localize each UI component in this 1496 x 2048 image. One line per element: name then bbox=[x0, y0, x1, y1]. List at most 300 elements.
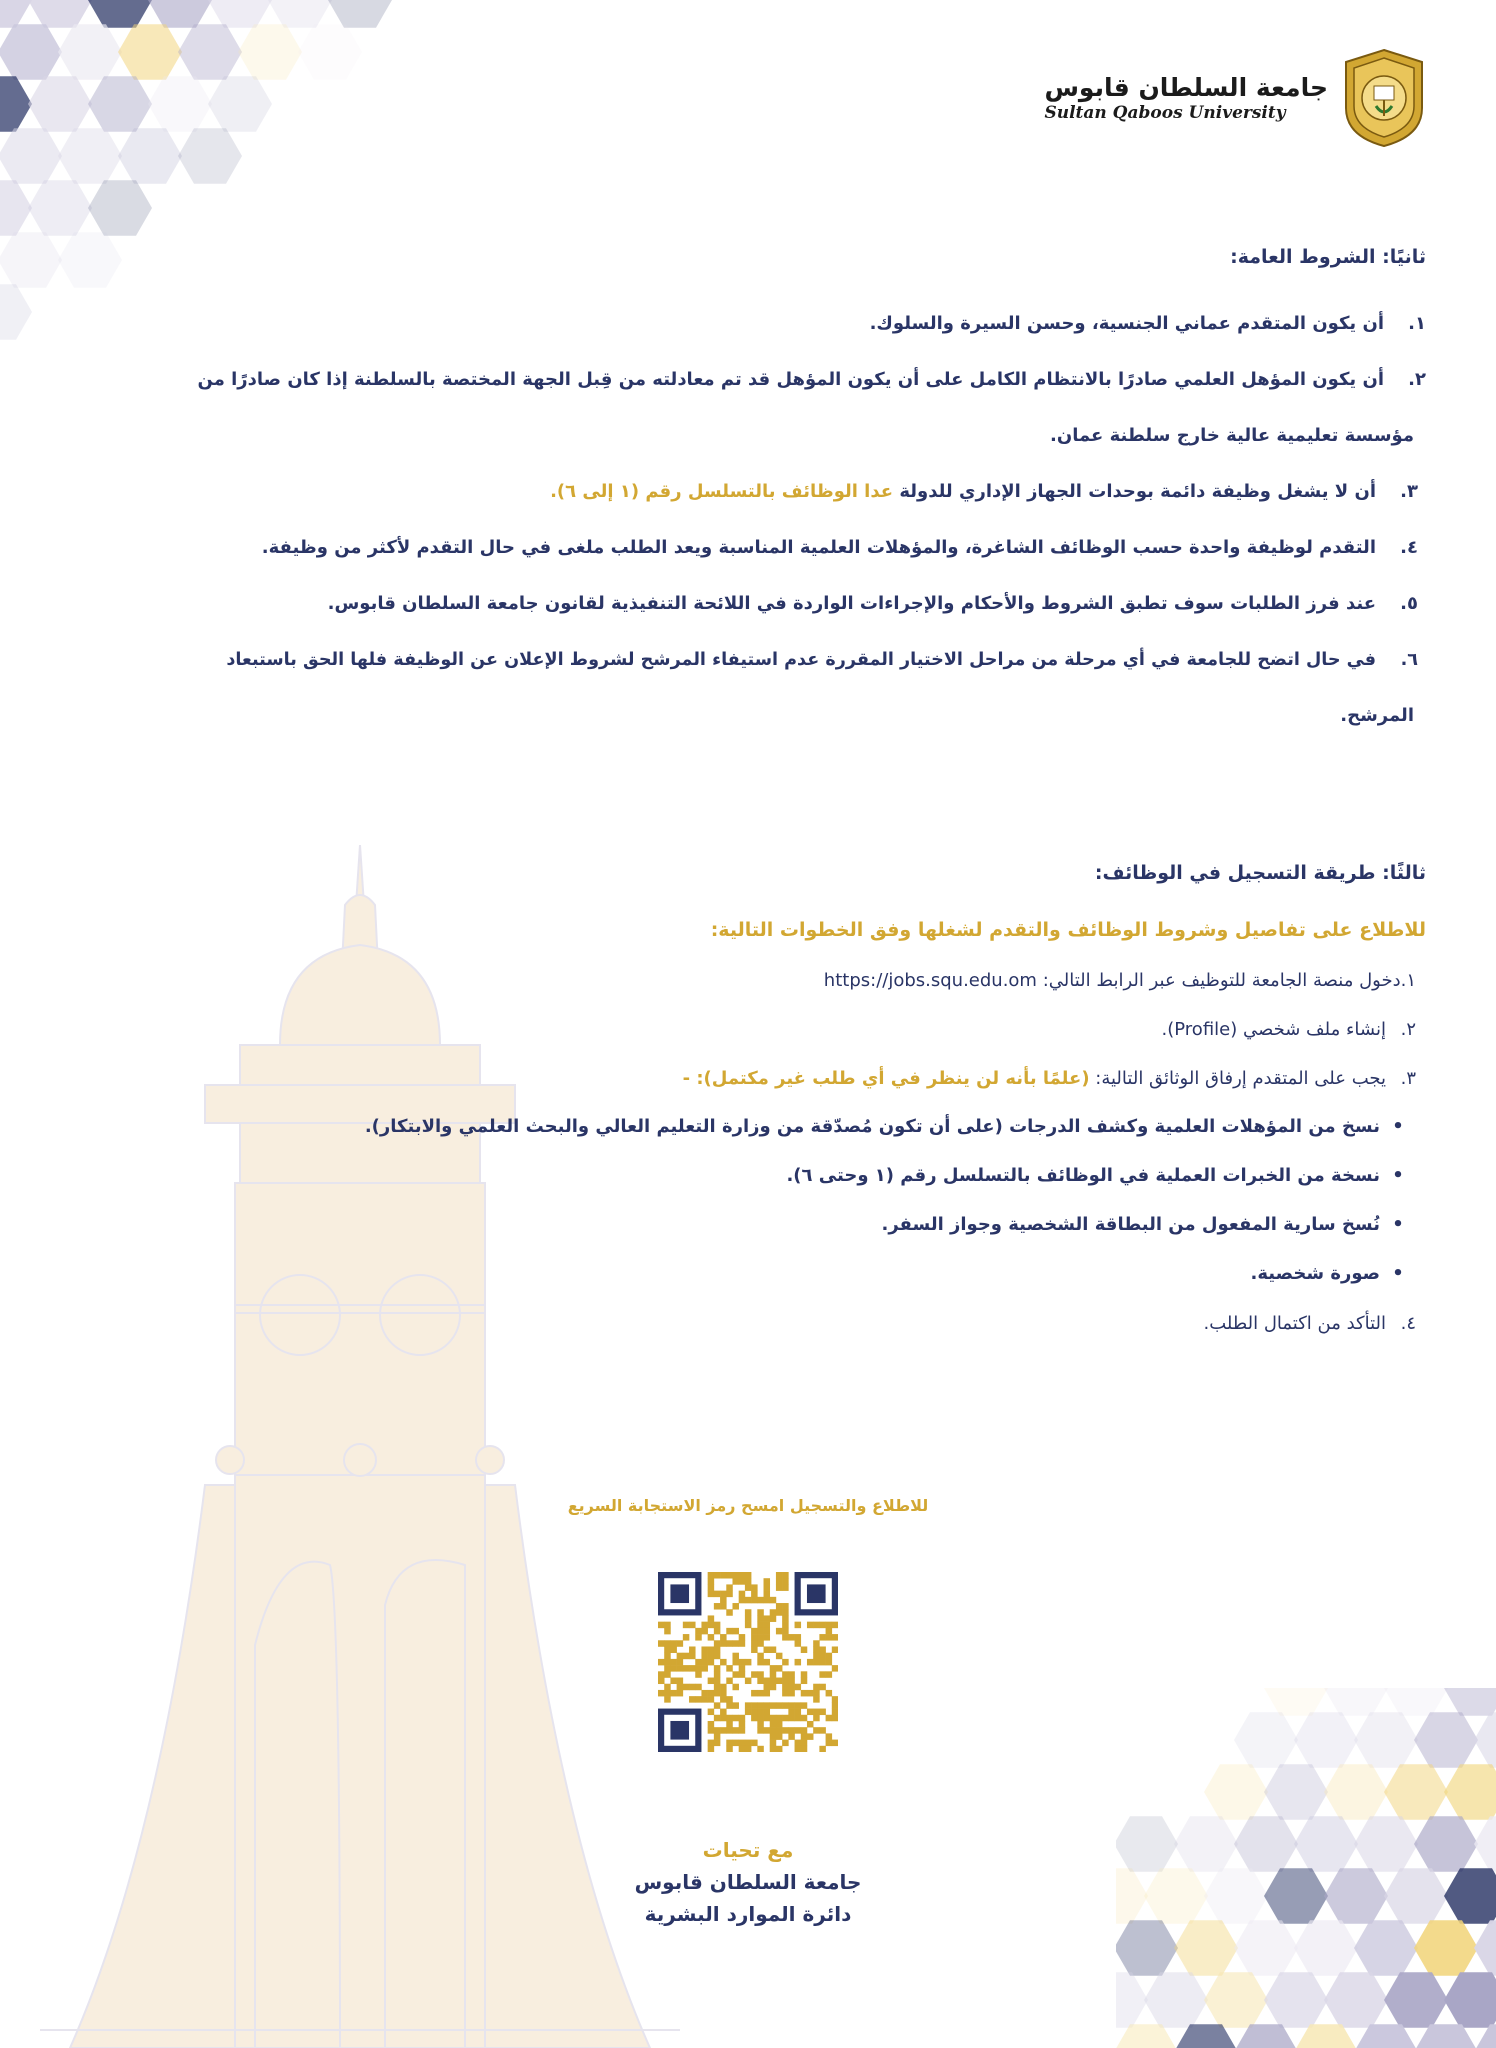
qr-module bbox=[757, 1702, 764, 1709]
qr-module bbox=[708, 1690, 715, 1697]
qr-module bbox=[695, 1659, 702, 1666]
document-item-4: •صورة شخصية. bbox=[1250, 1263, 1404, 1284]
qr-module bbox=[701, 1696, 708, 1703]
document-item-3: •نُسخ سارية المفعول من البطاقة الشخصية وجواز السفر. bbox=[881, 1214, 1404, 1235]
qr-module bbox=[708, 1634, 715, 1641]
qr-module bbox=[745, 1709, 752, 1716]
qr-module bbox=[658, 1678, 665, 1685]
hex-tile bbox=[1264, 1688, 1328, 1716]
condition-item-6-cont: المرشح. bbox=[1340, 705, 1414, 726]
hex-tile bbox=[1354, 1920, 1418, 1975]
qr-module bbox=[745, 1584, 752, 1591]
qr-module bbox=[739, 1597, 746, 1604]
qr-module bbox=[683, 1634, 690, 1641]
qr-module bbox=[776, 1584, 783, 1591]
hex-tile bbox=[268, 0, 332, 28]
qr-module bbox=[776, 1702, 783, 1709]
qr-module bbox=[708, 1740, 715, 1747]
qr-module bbox=[795, 1622, 802, 1629]
qr-module bbox=[658, 1659, 665, 1666]
qr-module bbox=[813, 1690, 820, 1697]
qr-module bbox=[689, 1646, 696, 1653]
qr-module bbox=[726, 1702, 733, 1709]
qr-module bbox=[751, 1591, 758, 1598]
qr-module bbox=[720, 1591, 727, 1598]
qr-module bbox=[782, 1684, 789, 1691]
qr-module bbox=[751, 1646, 758, 1653]
qr-module bbox=[732, 1572, 739, 1579]
qr-module bbox=[664, 1671, 671, 1678]
qr-module bbox=[795, 1640, 802, 1647]
qr-module bbox=[726, 1721, 733, 1728]
qr-module bbox=[739, 1572, 746, 1579]
hex-tile bbox=[118, 128, 182, 183]
qr-module bbox=[714, 1665, 721, 1672]
qr-module bbox=[739, 1665, 746, 1672]
qr-module bbox=[782, 1603, 789, 1610]
qr-module bbox=[714, 1684, 721, 1691]
qr-module bbox=[819, 1671, 826, 1678]
qr-finder bbox=[670, 1721, 689, 1740]
qr-module bbox=[757, 1690, 764, 1697]
qr-module bbox=[670, 1640, 677, 1647]
qr-module bbox=[801, 1715, 808, 1722]
qr-module bbox=[826, 1634, 833, 1641]
signoff-org: جامعة السلطان قابوس bbox=[634, 1870, 862, 1894]
qr-module bbox=[757, 1721, 764, 1728]
qr-module bbox=[764, 1597, 771, 1604]
condition-item-2: ٢.أن يكون المؤهل العلمي صادرًا بالانتظام الكامل على أن يكون المؤهل قد تم معادلته من قِبل الجهة المختصة بالسلطنة إذا كان صادرًا من bbox=[197, 369, 1426, 390]
qr-module bbox=[751, 1671, 758, 1678]
qr-module bbox=[770, 1609, 777, 1616]
qr-label: للاطلاع والتسجيل امسح رمز الاستجابة السريع bbox=[567, 1496, 929, 1515]
qr-module bbox=[782, 1572, 789, 1579]
hex-tile bbox=[0, 128, 62, 183]
qr-module bbox=[832, 1622, 838, 1629]
qr-module bbox=[726, 1665, 733, 1672]
qr-module bbox=[695, 1684, 702, 1691]
qr-module bbox=[708, 1727, 715, 1734]
qr-module bbox=[795, 1659, 802, 1666]
qr-module bbox=[720, 1727, 727, 1734]
qr-module bbox=[683, 1622, 690, 1629]
qr-module bbox=[764, 1634, 771, 1641]
qr-module bbox=[757, 1634, 764, 1641]
qr-module bbox=[801, 1746, 808, 1752]
qr-module bbox=[757, 1709, 764, 1716]
qr-module bbox=[739, 1715, 746, 1722]
qr-module bbox=[708, 1678, 715, 1685]
hex-tile bbox=[58, 24, 122, 79]
hex-tile bbox=[1324, 1972, 1388, 2027]
qr-module bbox=[677, 1640, 684, 1647]
qr-module bbox=[689, 1622, 696, 1629]
qr-module bbox=[776, 1715, 783, 1722]
qr-module bbox=[751, 1597, 758, 1604]
hex-tile bbox=[328, 0, 392, 28]
qr-module bbox=[813, 1622, 820, 1629]
hex-tile bbox=[1144, 1972, 1208, 2027]
qr-module bbox=[770, 1671, 777, 1678]
qr-module bbox=[819, 1653, 826, 1660]
qr-module bbox=[788, 1709, 795, 1716]
qr-module bbox=[764, 1678, 771, 1685]
qr-module bbox=[782, 1671, 789, 1678]
qr-module bbox=[826, 1740, 833, 1747]
qr-module bbox=[788, 1727, 795, 1734]
qr-module bbox=[788, 1634, 795, 1641]
qr-module bbox=[720, 1709, 727, 1716]
qr-module bbox=[782, 1702, 789, 1709]
qr-module bbox=[708, 1746, 715, 1752]
qr-module bbox=[770, 1715, 777, 1722]
qr-module bbox=[782, 1740, 789, 1747]
qr-module bbox=[782, 1578, 789, 1585]
qr-code-icon[interactable] bbox=[658, 1572, 838, 1752]
hex-tile bbox=[1174, 2024, 1238, 2048]
hex-tile bbox=[88, 0, 152, 28]
qr-module bbox=[732, 1578, 739, 1585]
qr-module bbox=[701, 1653, 708, 1660]
qr-module bbox=[832, 1665, 838, 1672]
qr-module bbox=[732, 1659, 739, 1666]
university-name-ar: جامعة السلطان قابوس bbox=[1044, 73, 1328, 102]
qr-module bbox=[751, 1584, 758, 1591]
condition-item-1: ١.أن يكون المتقدم عماني الجنسية، وحسن السيرة والسلوك. bbox=[869, 313, 1426, 334]
qr-module bbox=[677, 1653, 684, 1660]
signoff-dept: دائرة الموارد البشرية bbox=[644, 1902, 852, 1926]
qr-module bbox=[739, 1671, 746, 1678]
qr-module bbox=[745, 1659, 752, 1666]
registration-step-3: ٣.يجب على المتقدم إرفاق الوثائق التالية: (علمًا بأنه لن ينظر في أي طلب غير مكتمل): - bbox=[682, 1068, 1416, 1089]
qr-module bbox=[813, 1709, 820, 1716]
qr-module bbox=[720, 1634, 727, 1641]
document-item-1: •نسخ من المؤهلات العلمية وكشف الدرجات (على أن تكون مُصدّقة من وزارة التعليم العالي والبحث العلمي والابتكار). bbox=[364, 1116, 1404, 1137]
qr-module bbox=[714, 1740, 721, 1747]
qr-module bbox=[677, 1678, 684, 1685]
hex-pattern-top-left bbox=[0, 0, 400, 340]
qr-module bbox=[658, 1640, 665, 1647]
qr-module bbox=[701, 1622, 708, 1629]
hex-tile bbox=[1204, 1972, 1268, 2027]
hex-tile bbox=[88, 180, 152, 235]
qr-module bbox=[788, 1733, 795, 1740]
qr-module bbox=[664, 1659, 671, 1666]
qr-module bbox=[813, 1684, 820, 1691]
qr-module bbox=[757, 1671, 764, 1678]
qr-module bbox=[776, 1733, 783, 1740]
condition-item-3-highlight: عدا الوظائف بالتسلسل رقم (١ إلى ٦). bbox=[550, 481, 894, 502]
qr-module bbox=[764, 1615, 771, 1622]
qr-module bbox=[714, 1690, 721, 1697]
qr-module bbox=[757, 1653, 764, 1660]
hex-tile bbox=[1474, 1920, 1496, 1975]
condition-item-6: ٦.في حال اتضح للجامعة في أي مرحلة من مراحل الاختيار المقررة عدم استيفاء المرشح لشروط الإعلان عن الوظيفة فلها الحق باستبعاد bbox=[226, 650, 1418, 670]
qr-module bbox=[708, 1615, 715, 1622]
qr-module bbox=[813, 1646, 820, 1653]
signoff-greeting: مع تحيات bbox=[702, 1838, 794, 1862]
jobs-portal-link[interactable]: https://jobs.squ.edu.om bbox=[823, 970, 1037, 991]
qr-module bbox=[819, 1684, 826, 1691]
qr-module bbox=[764, 1684, 771, 1691]
qr-module bbox=[739, 1640, 746, 1647]
hex-tile bbox=[0, 76, 32, 131]
qr-module bbox=[732, 1715, 739, 1722]
qr-module bbox=[757, 1615, 764, 1622]
qr-module bbox=[708, 1622, 715, 1629]
qr-module bbox=[739, 1727, 746, 1734]
hex-tile bbox=[1234, 2024, 1298, 2048]
qr-module bbox=[826, 1715, 833, 1722]
qr-module bbox=[807, 1733, 814, 1740]
qr-module bbox=[795, 1740, 802, 1747]
hex-tile bbox=[1116, 1920, 1178, 1975]
qr-module bbox=[708, 1659, 715, 1666]
qr-module bbox=[751, 1690, 758, 1697]
hex-tile bbox=[1324, 1764, 1388, 1819]
hex-tile bbox=[238, 24, 302, 79]
qr-module bbox=[764, 1591, 771, 1598]
qr-module bbox=[801, 1646, 808, 1653]
qr-module bbox=[714, 1646, 721, 1653]
qr-module bbox=[801, 1733, 808, 1740]
hex-tile bbox=[1414, 1712, 1478, 1767]
qr-module bbox=[832, 1709, 838, 1716]
qr-module bbox=[819, 1634, 826, 1641]
qr-module bbox=[732, 1603, 739, 1610]
qr-module bbox=[776, 1721, 783, 1728]
qr-module bbox=[695, 1628, 702, 1635]
qr-module bbox=[776, 1746, 783, 1752]
hex-tile bbox=[0, 180, 32, 235]
hex-tile bbox=[28, 0, 92, 28]
hex-tile bbox=[148, 0, 212, 28]
qr-module bbox=[745, 1746, 752, 1752]
qr-module bbox=[708, 1578, 715, 1585]
condition-item-2-cont: مؤسسة تعليمية عالية خارج سلطنة عمان. bbox=[1050, 425, 1414, 446]
qr-module bbox=[832, 1715, 838, 1722]
qr-module bbox=[732, 1640, 739, 1647]
qr-module bbox=[782, 1615, 789, 1622]
qr-module bbox=[770, 1702, 777, 1709]
qr-module bbox=[801, 1690, 808, 1697]
hex-tile bbox=[148, 76, 212, 131]
qr-module bbox=[764, 1709, 771, 1716]
qr-module bbox=[751, 1640, 758, 1647]
condition-item-4: ٤.التقدم لوظيفة واحدة حسب الوظائف الشاغرة، والمؤهلات العلمية المناسبة ويعد الطلب ملغى في حال التقدم لأكثر من وظيفة. bbox=[261, 537, 1418, 558]
qr-module bbox=[819, 1659, 826, 1666]
qr-module bbox=[813, 1727, 820, 1734]
qr-module bbox=[819, 1622, 826, 1629]
qr-module bbox=[726, 1591, 733, 1598]
hex-tile bbox=[1234, 1712, 1298, 1767]
qr-module bbox=[701, 1646, 708, 1653]
qr-module bbox=[757, 1715, 764, 1722]
registration-step-1: ١.دخول منصة الجامعة للتوظيف عبر الرابط التالي: https://jobs.squ.edu.om bbox=[823, 970, 1416, 991]
qr-module bbox=[732, 1684, 739, 1691]
qr-module bbox=[826, 1653, 833, 1660]
hex-tile bbox=[0, 24, 62, 79]
hex-tile bbox=[178, 24, 242, 79]
hex-tile bbox=[1444, 1764, 1496, 1819]
qr-module bbox=[776, 1678, 783, 1685]
hex-tile bbox=[28, 180, 92, 235]
qr-module bbox=[801, 1727, 808, 1734]
qr-module bbox=[739, 1659, 746, 1666]
qr-module bbox=[764, 1702, 771, 1709]
qr-module bbox=[745, 1578, 752, 1585]
qr-module bbox=[788, 1690, 795, 1697]
qr-module bbox=[782, 1659, 789, 1666]
qr-module bbox=[819, 1646, 826, 1653]
qr-module bbox=[757, 1659, 764, 1666]
qr-module bbox=[720, 1696, 727, 1703]
qr-module bbox=[776, 1609, 783, 1616]
qr-module bbox=[764, 1690, 771, 1697]
qr-module bbox=[770, 1746, 777, 1752]
qr-module bbox=[832, 1646, 838, 1653]
qr-module bbox=[726, 1678, 733, 1685]
qr-module bbox=[782, 1690, 789, 1697]
qr-module bbox=[708, 1572, 715, 1579]
qr-module bbox=[751, 1715, 758, 1722]
hex-tile bbox=[208, 0, 272, 28]
qr-module bbox=[658, 1622, 665, 1629]
qr-module bbox=[732, 1727, 739, 1734]
qr-module bbox=[726, 1740, 733, 1747]
qr-module bbox=[732, 1628, 739, 1635]
qr-module bbox=[745, 1622, 752, 1629]
qr-module bbox=[770, 1646, 777, 1653]
qr-module bbox=[764, 1715, 771, 1722]
qr-module bbox=[795, 1702, 802, 1709]
qr-module bbox=[770, 1727, 777, 1734]
qr-module bbox=[732, 1671, 739, 1678]
qr-module bbox=[819, 1709, 826, 1716]
hex-tile bbox=[178, 128, 242, 183]
qr-module bbox=[757, 1678, 764, 1685]
university-logo bbox=[1044, 48, 1426, 148]
qr-module bbox=[826, 1659, 833, 1666]
hex-tile bbox=[1384, 1764, 1448, 1819]
condition-item-3: ٣.أن لا يشغل وظيفة دائمة بوحدات الجهاز الإداري للدولة عدا الوظائف بالتسلسل رقم (١ إلى ٦). bbox=[550, 481, 1418, 502]
qr-module bbox=[714, 1678, 721, 1685]
hex-pattern-bottom-right bbox=[1116, 1688, 1496, 2048]
qr-module bbox=[751, 1634, 758, 1641]
qr-module bbox=[720, 1572, 727, 1579]
hex-tile bbox=[1264, 1972, 1328, 2027]
hex-tile bbox=[1294, 2024, 1358, 2048]
qr-module bbox=[745, 1615, 752, 1622]
qr-module bbox=[708, 1646, 715, 1653]
qr-module bbox=[664, 1646, 671, 1653]
qr-module bbox=[801, 1702, 808, 1709]
qr-module bbox=[670, 1659, 677, 1666]
registration-heading: ثالثًا: طريقة التسجيل في الوظائف: bbox=[1094, 862, 1426, 884]
qr-module bbox=[764, 1628, 771, 1635]
qr-module bbox=[813, 1640, 820, 1647]
qr-module bbox=[714, 1702, 721, 1709]
qr-module bbox=[714, 1622, 721, 1629]
qr-module bbox=[795, 1715, 802, 1722]
qr-module bbox=[695, 1634, 702, 1641]
qr-module bbox=[695, 1665, 702, 1672]
hex-tile bbox=[1414, 1920, 1478, 1975]
qr-module bbox=[739, 1746, 746, 1752]
qr-module bbox=[795, 1727, 802, 1734]
qr-module bbox=[726, 1609, 733, 1616]
qr-module bbox=[764, 1622, 771, 1629]
qr-module bbox=[782, 1628, 789, 1635]
qr-module bbox=[683, 1665, 690, 1672]
qr-module bbox=[813, 1715, 820, 1722]
qr-module bbox=[677, 1684, 684, 1691]
qr-module bbox=[670, 1678, 677, 1685]
qr-module bbox=[701, 1659, 708, 1666]
qr-module bbox=[807, 1622, 814, 1629]
qr-module bbox=[664, 1622, 671, 1629]
qr-module bbox=[795, 1709, 802, 1716]
qr-module bbox=[757, 1628, 764, 1635]
qr-module bbox=[795, 1746, 802, 1752]
general-conditions-heading: ثانيًا: الشروط العامة: bbox=[1230, 246, 1426, 268]
qr-module bbox=[764, 1584, 771, 1591]
hex-tile bbox=[298, 24, 362, 79]
university-seal-icon bbox=[1342, 48, 1426, 148]
qr-module bbox=[788, 1684, 795, 1691]
hex-tile bbox=[1324, 1688, 1388, 1716]
hex-tile bbox=[118, 24, 182, 79]
qr-module bbox=[720, 1659, 727, 1666]
qr-module bbox=[770, 1733, 777, 1740]
qr-module bbox=[776, 1578, 783, 1585]
qr-module bbox=[757, 1727, 764, 1734]
qr-module bbox=[745, 1740, 752, 1747]
qr-module bbox=[714, 1628, 721, 1635]
qr-module bbox=[664, 1684, 671, 1691]
hex-tile bbox=[208, 76, 272, 131]
qr-module bbox=[826, 1690, 833, 1697]
qr-module bbox=[745, 1597, 752, 1604]
qr-module bbox=[788, 1678, 795, 1685]
qr-module bbox=[782, 1678, 789, 1685]
qr-module bbox=[770, 1721, 777, 1728]
hex-tile bbox=[1264, 1764, 1328, 1819]
qr-module bbox=[664, 1696, 671, 1703]
qr-module bbox=[807, 1709, 814, 1716]
qr-module bbox=[726, 1746, 733, 1752]
qr-module bbox=[658, 1690, 665, 1697]
qr-module bbox=[788, 1671, 795, 1678]
qr-module bbox=[795, 1634, 802, 1641]
qr-module bbox=[745, 1678, 752, 1685]
qr-module bbox=[714, 1591, 721, 1598]
qr-module bbox=[770, 1665, 777, 1672]
qr-module bbox=[689, 1684, 696, 1691]
qr-module bbox=[708, 1696, 715, 1703]
qr-module bbox=[670, 1665, 677, 1672]
qr-module bbox=[776, 1665, 783, 1672]
qr-module bbox=[819, 1727, 826, 1734]
qr-module bbox=[726, 1584, 733, 1591]
qr-finder bbox=[807, 1584, 826, 1603]
qr-module bbox=[739, 1578, 746, 1585]
qr-module bbox=[720, 1715, 727, 1722]
qr-module bbox=[751, 1702, 758, 1709]
registration-step-2: ٢.إنشاء ملف شخصي (Profile). bbox=[1161, 1019, 1416, 1040]
qr-module bbox=[788, 1715, 795, 1722]
qr-module bbox=[826, 1733, 833, 1740]
